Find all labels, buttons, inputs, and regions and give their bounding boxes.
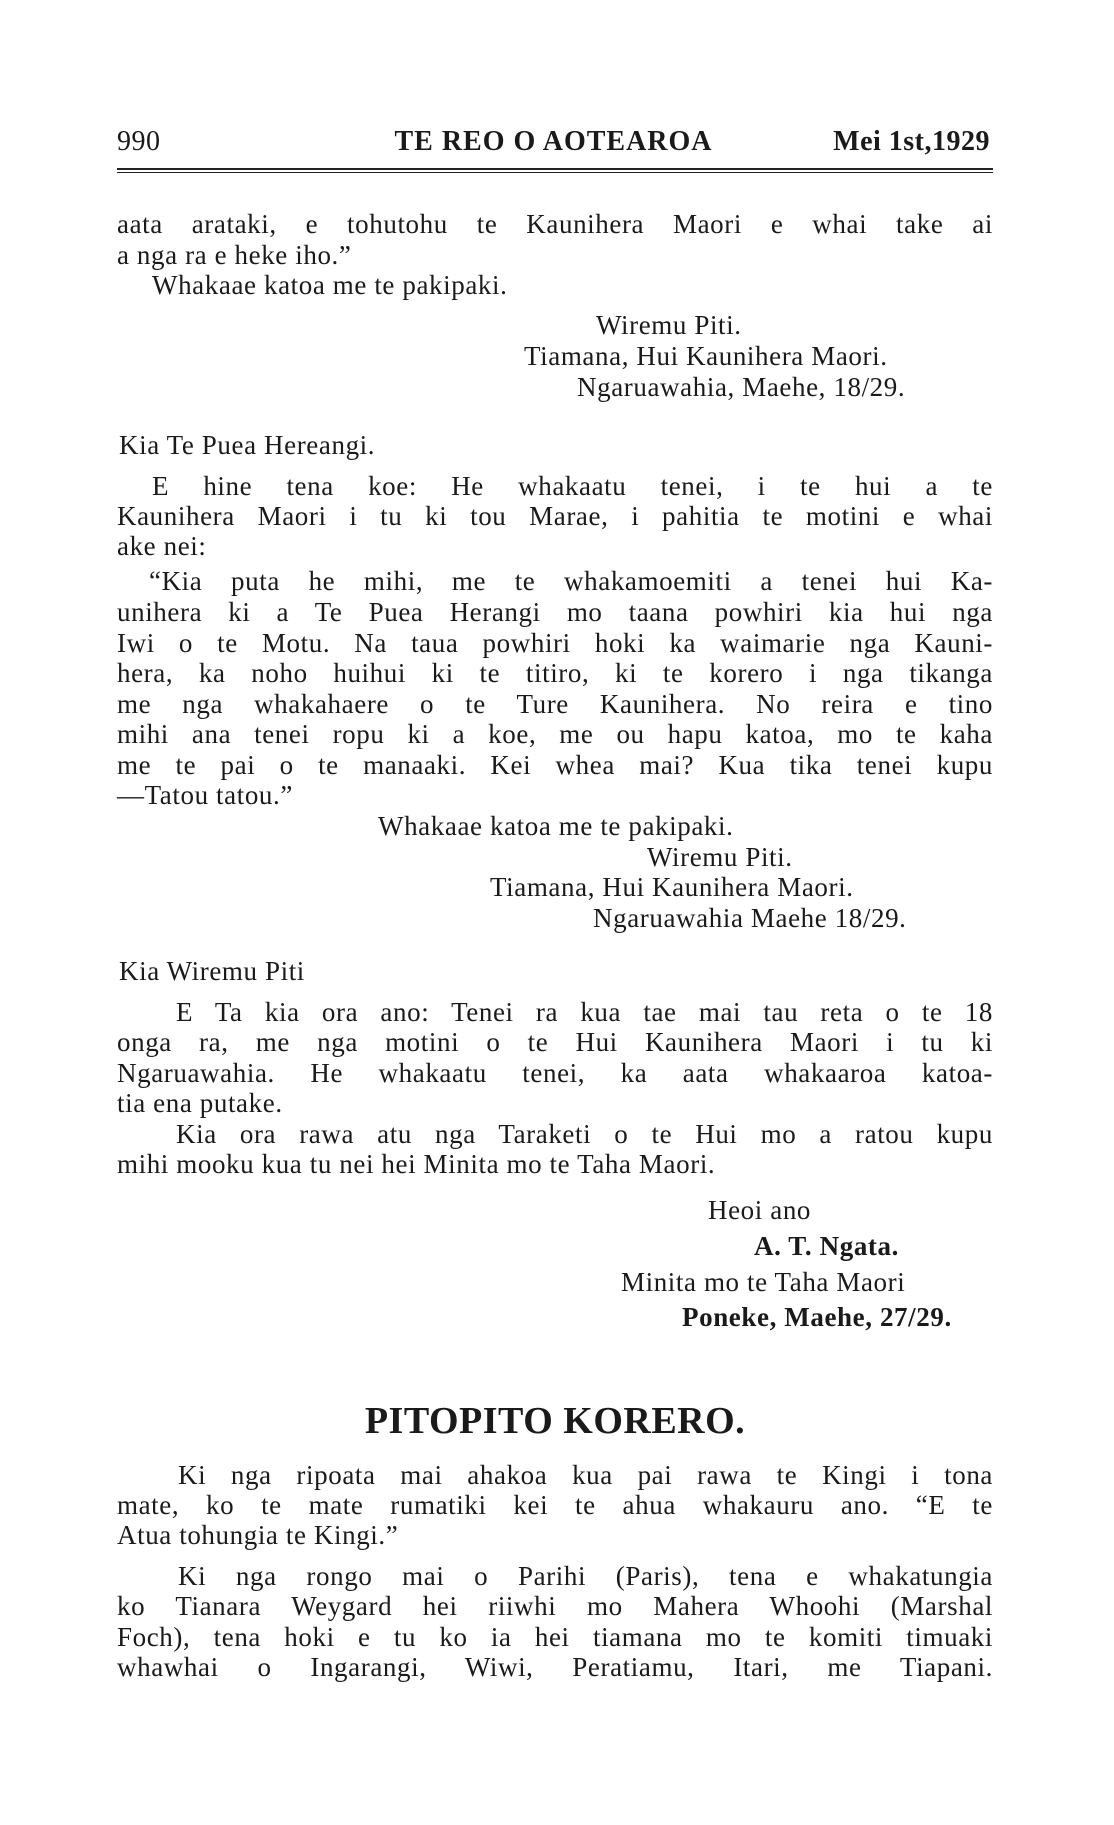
salutation: Kia Te Puea Hereangi. [119,430,376,460]
body-line: Ngaruawahia. He whakaatu tenei, ka aata whakaaroa katoa- [117,1058,993,1088]
body-line: E hine tena koe: He whakaatu tenei, i te hui a te [152,471,993,501]
signature-place: Ngaruawahia, Maehe, 18/29. [577,372,906,402]
quote-line: unihera ki a Te Puea Herangi mo taana powhiri kia hui nga [117,597,993,627]
news-line: mate, ko te mate rumatiki kei te ahua whakauru ano. “E te [117,1490,993,1520]
signature-title: Tiamana, Hui Kaunihera Maori. [524,341,888,371]
news-line: Ki nga rongo mai o Parihi (Paris), tena e whakatungia [178,1561,993,1591]
quote-line: me nga whakahaere o te Ture Kaunihera. No reira e tino [117,689,993,719]
news-line: Atua tohungia te Kingi.” [117,1520,399,1550]
quote-line: hera, ka noho huihui ki te titiro, ki te korero i nga tikanga [117,658,993,688]
news-line: whawhai o Ingarangi, Wiwi, Peratiamu, Itari, me Tiapani. [117,1652,993,1682]
signature-name: Wiremu Piti. [596,310,742,340]
quote-line: “Kia puta he mihi, me te whakamoemiti a tenei hui Ka- [149,566,993,596]
closing: Heoi ano [708,1195,812,1225]
page-header [117,126,990,166]
news-line: ko Tianara Weygard hei riiwhi mo Mahera Whoohi (Marshal [117,1591,993,1621]
quote-line: —Tatou tatou.” [117,780,293,810]
body-line: aata arataki, e tohutohu te Kaunihera Maori e whai take ai [117,209,993,239]
body-line: a nga ra e heke iho.” [117,240,352,270]
signature-name: A. T. Ngata. [754,1231,899,1261]
body-line: mihi mooku kua tu nei hei Minita mo te Taha Maori. [117,1149,716,1179]
issue-date: Mei 1st,1929 [833,126,990,157]
body-line: onga ra, me nga motini o te Hui Kaunihera Maori i tu ki [117,1027,993,1057]
news-line: Ki nga ripoata mai ahakoa kua pai rawa te Kingi i tona [178,1460,993,1490]
body-line: ake nei: [117,531,207,561]
body-line: tia ena putake. [117,1088,283,1118]
section-heading: PITOPITO KORERO. [364,1400,746,1442]
approval-line: Whakaae katoa me te pakipaki. [152,270,508,300]
quote-line: Iwi o te Motu. Na taua powhiri hoki ka waimarie nga Kauni- [117,628,993,658]
approval-line: Whakaae katoa me te pakipaki. [378,811,734,841]
body-line: E Ta kia ora ano: Tenei ra kua tae mai tau reta o te 18 [176,997,993,1027]
quote-line: mihi ana tenei ropu ki a koe, me ou hapu katoa, mo te kaha [117,719,993,749]
body-line: Kaunihera Maori i tu ki tou Marae, i pahitia te motini e whai [117,501,993,531]
page-number: 990 [117,126,161,157]
news-line: Foch), tena hoki e tu ko ia hei tiamana mo te komiti timuaki [117,1622,993,1652]
signature-title: Tiamana, Hui Kaunihera Maori. [490,872,854,902]
salutation: Kia Wiremu Piti [119,956,305,986]
publication-title: TE REO O AOTEAROA [394,126,713,157]
header-rule [117,168,993,173]
signature-name: Wiremu Piti. [647,842,793,872]
quote-line: me te pai o te manaaki. Kei whea mai? Kua tika tenei kupu [117,750,993,780]
signature-place: Ngaruawahia Maehe 18/29. [593,903,907,933]
signature-title: Minita mo te Taha Maori [621,1267,906,1297]
body-line: Kia ora rawa atu nga Taraketi o te Hui mo a ratou kupu [176,1119,993,1149]
signature-place: Poneke, Maehe, 27/29. [682,1302,952,1332]
